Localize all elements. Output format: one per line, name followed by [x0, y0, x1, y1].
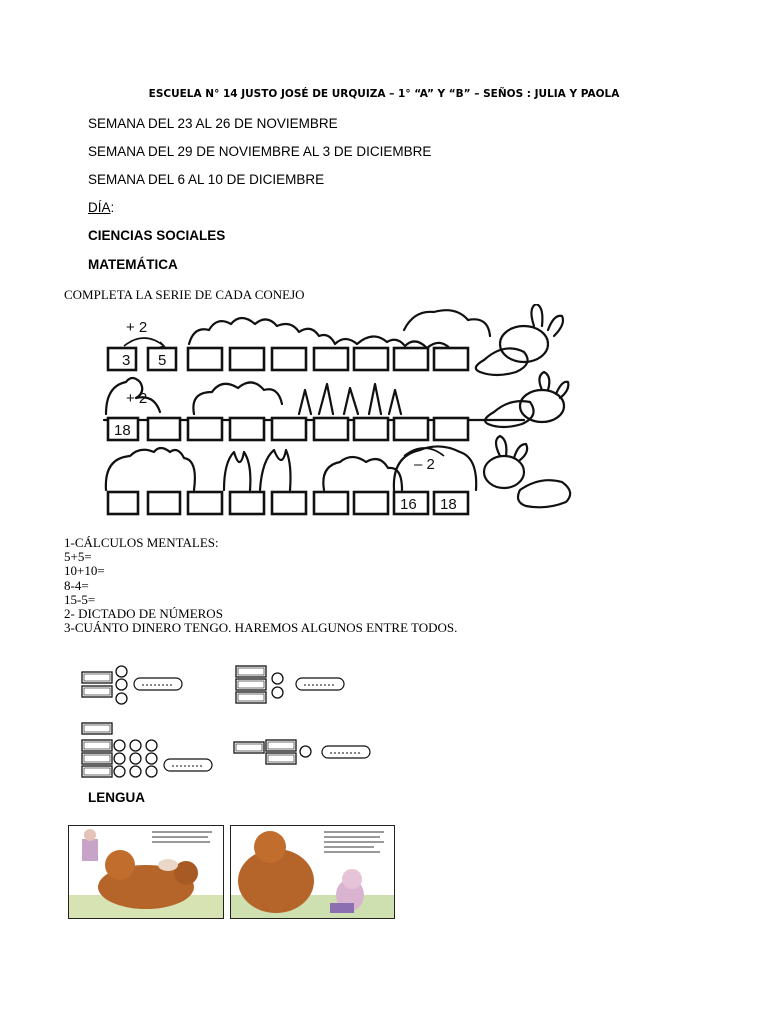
week-1: SEMANA DEL 23 AL 26 DE NOVIEMBRE	[88, 116, 338, 131]
bunny-2	[485, 372, 568, 427]
series-box	[148, 418, 180, 440]
story-illustration-1	[68, 825, 224, 919]
answer-field	[134, 678, 182, 690]
series-box	[108, 492, 138, 514]
bunny-1	[476, 304, 563, 375]
row2-value-1: 18	[114, 422, 131, 439]
story-illustration-2	[230, 825, 395, 919]
series-box	[354, 492, 388, 514]
coin-icon	[116, 693, 127, 704]
bush-outline	[299, 384, 401, 414]
series-box	[314, 492, 348, 514]
week-3: SEMANA DEL 6 AL 10 DE DICIEMBRE	[88, 172, 325, 187]
coin-icon	[114, 740, 125, 751]
series-row-2	[108, 418, 468, 440]
coin-icon	[146, 753, 157, 764]
dia-label	[88, 200, 114, 215]
row1-step: + 2	[126, 319, 148, 336]
coin-icon	[130, 753, 141, 764]
row3-value-1: 16	[400, 496, 417, 513]
bill-icon	[236, 666, 266, 677]
series-box	[394, 418, 428, 440]
calc-title: 1-CÁLCULOS MENTALES:	[64, 535, 219, 550]
dia-word: DÍA	[88, 200, 111, 215]
bunny-3	[484, 436, 570, 507]
money-group-3	[82, 723, 212, 777]
money-exercises	[78, 660, 378, 780]
bush-outline	[323, 457, 402, 490]
coin-icon	[300, 746, 311, 757]
row3-step: – 2	[414, 456, 435, 473]
bill-icon	[82, 753, 112, 764]
answer-field	[296, 678, 344, 690]
money-group-4	[234, 740, 370, 764]
coin-icon	[130, 740, 141, 751]
coin-icon	[272, 673, 283, 684]
bill-icon	[236, 679, 266, 690]
coin-icon	[116, 666, 127, 677]
series-box	[354, 348, 388, 370]
money-group-1	[82, 666, 182, 704]
coin-icon	[116, 679, 127, 690]
series-box	[272, 348, 306, 370]
calc-item: 15-5=	[64, 591, 96, 607]
series-box	[148, 492, 180, 514]
bunny-series-worksheet	[64, 304, 594, 520]
dia-colon: :	[110, 200, 115, 215]
coin-icon	[146, 740, 157, 751]
dinero-item: 3-CUÁNTO DINERO TENGO. HAREMOS ALGUNOS ENTRE TODOS.	[64, 620, 458, 636]
money-group-2	[236, 666, 344, 703]
series-box	[188, 492, 222, 514]
bush-outline	[394, 446, 476, 490]
week-2: SEMANA DEL 29 DE NOVIEMBRE AL 3 DE DICIEMBRE	[88, 144, 432, 159]
bill-icon	[236, 692, 266, 703]
calc-item: 5+5=	[64, 549, 92, 565]
answer-field	[322, 746, 370, 758]
bill-icon	[82, 740, 112, 751]
series-box	[354, 418, 388, 440]
calc-item: 8-4=	[64, 577, 89, 593]
series-instruction: COMPLETA LA SERIE DE CADA CONEJO	[64, 287, 305, 302]
subject-lengua: LENGUA	[88, 790, 145, 805]
bush-outline	[193, 382, 282, 414]
arrow-icon	[124, 338, 164, 346]
series-box	[314, 418, 348, 440]
row1-value-1: 3	[122, 352, 131, 369]
document-header: ESCUELA N° 14 JUSTO JOSÉ DE URQUIZA – 1° “A” Y “B” – SEÑOS : JULIA Y PAOLA	[148, 88, 620, 100]
subject-matematica: MATEMÁTICA	[88, 257, 178, 272]
bush-outline	[106, 448, 195, 490]
series-box	[230, 492, 264, 514]
series-box	[272, 492, 306, 514]
coin-icon	[130, 766, 141, 777]
series-box	[434, 348, 468, 370]
series-box	[188, 418, 222, 440]
series-box	[230, 418, 264, 440]
bill-icon	[234, 742, 264, 753]
bill-icon	[82, 766, 112, 777]
coin-icon	[272, 687, 283, 698]
coin-icon	[114, 753, 125, 764]
coin-icon	[146, 766, 157, 777]
bill-icon	[266, 753, 296, 764]
dictado-item: 2- DICTADO DE NÚMEROS	[64, 606, 223, 622]
series-box	[434, 418, 468, 440]
series-box	[394, 348, 428, 370]
series-box	[230, 348, 264, 370]
bill-icon	[82, 686, 112, 697]
series-box	[272, 418, 306, 440]
bush-outline	[404, 310, 490, 336]
series-box	[188, 348, 222, 370]
series-box	[314, 348, 348, 370]
row3-value-2: 18	[440, 496, 457, 513]
bill-icon	[266, 740, 296, 751]
exercises	[64, 536, 457, 635]
subject-sociales: CIENCIAS SOCIALES	[88, 228, 226, 243]
coin-icon	[114, 766, 125, 777]
calc-item: 10+10=	[64, 563, 105, 579]
bill-icon	[82, 723, 112, 734]
bill-icon	[82, 672, 112, 683]
row1-value-2: 5	[158, 352, 167, 369]
answer-field	[164, 759, 212, 771]
row2-step: + 2	[126, 390, 148, 407]
bush-outline	[224, 450, 291, 490]
